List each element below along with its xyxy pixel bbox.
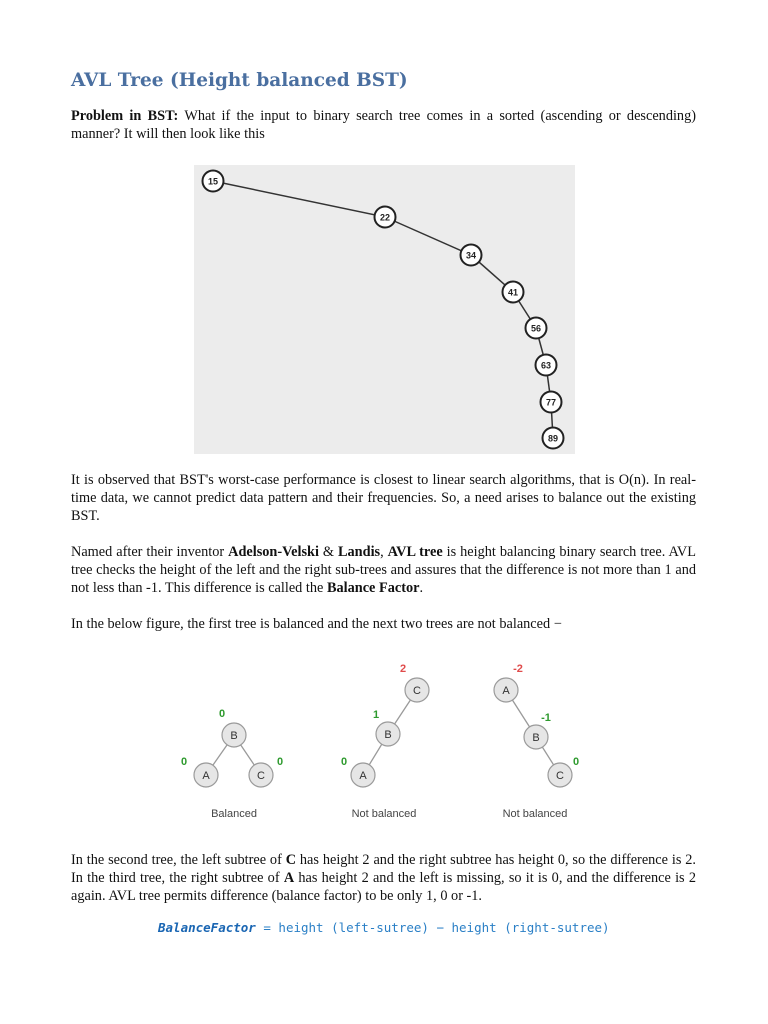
formula-keyword: BalanceFactor <box>158 920 256 935</box>
balance-factor-label: 2 <box>399 663 407 675</box>
balance-factor-label: -2 <box>513 663 523 675</box>
tree-node-label: A <box>202 770 210 782</box>
tree-node-label: A <box>502 685 510 697</box>
worst-case-paragraph: It is observed that BST's worst-case performance is closest to linear search algorithms, that is O(n). In real-time data, we cannot predict data pattern and their frequencies. So, a need arises to balance out the existing BST. <box>71 472 696 524</box>
tree-node-label: B <box>230 730 238 742</box>
tree-caption: Not balanced <box>351 808 417 820</box>
figure-intro-paragraph: In the below figure, the first tree is balanced and the next two trees are not balanced − <box>71 616 562 632</box>
problem-paragraph <box>71 107 696 143</box>
balance-factor-label: 0 <box>218 708 226 720</box>
tree-caption: Not balanced <box>502 808 568 820</box>
explanation-text-2: has height 2 and the right subtree has height 0, so the difference is 2. In the third tree, the right subtree of <box>71 852 696 886</box>
avl-def-text-4: is height balancing binary search tree. AVL tree checks the height of the left and the right sub-trees and assures that the difference is not more than 1 and not less than -1. This difference is called the <box>71 544 696 596</box>
tree-node-label: C <box>257 770 265 782</box>
avl-def-text-3: , <box>380 544 388 560</box>
tree-not-balanced-left <box>341 663 429 820</box>
bst-node <box>543 428 564 449</box>
bst-node <box>375 207 396 228</box>
tree-node-label: B <box>532 732 540 744</box>
balance-factor-term: Balance Factor <box>326 580 420 596</box>
node-a-ref: A <box>283 870 295 886</box>
balance-trees-figure <box>170 655 600 830</box>
inventor-1: Adelson-Velski <box>228 544 319 560</box>
skewed-bst-figure <box>194 165 575 454</box>
bst-node <box>503 282 524 303</box>
balance-factor-label: 0 <box>340 756 348 768</box>
balance-trees-diagram <box>170 655 600 830</box>
balance-factor-formula <box>158 920 610 935</box>
bst-node-label: 34 <box>465 250 477 261</box>
bst-node-label: 77 <box>545 397 557 408</box>
avl-tree-term: AVL tree <box>387 544 443 560</box>
explanation-text-1: In the second tree, the left subtree of <box>71 852 286 868</box>
avl-def-text-1: Named after their inventor <box>71 544 229 560</box>
tree-node-label: B <box>384 729 392 741</box>
formula-expression: = height (left-sutree) − height (right-sutree) <box>255 920 610 935</box>
bst-node-label: 15 <box>207 176 219 187</box>
tree-node-label: A <box>359 770 367 782</box>
balance-factor-label: -1 <box>541 712 551 724</box>
bst-edge <box>213 181 385 217</box>
page-title: AVL Tree (Height balanced BST) <box>71 70 408 91</box>
skewed-bst-diagram <box>194 165 575 454</box>
explanation-text-3: has height 2 and the left is missing, so it is 0, and the difference is 2 again. AVL tree permits difference (balance factor) to be only 1, 0 or -1. <box>71 870 696 904</box>
tree-node-label: C <box>556 770 564 782</box>
inventor-2: Landis <box>338 544 381 560</box>
balance-factor-label: 1 <box>372 709 380 721</box>
tree-not-balanced-right <box>494 663 579 820</box>
tree-node-label: C <box>413 685 421 697</box>
bst-node-label: 41 <box>507 287 519 298</box>
bst-node <box>541 392 562 413</box>
avl-def-text-5: . <box>419 580 424 596</box>
explanation-paragraph <box>71 851 696 905</box>
problem-label: Problem in BST: <box>71 108 179 124</box>
bst-node-label: 56 <box>530 323 542 334</box>
bst-node <box>461 245 482 266</box>
bst-node-label: 89 <box>547 433 559 444</box>
node-c-ref: C <box>285 852 297 868</box>
bst-node <box>536 355 557 376</box>
bst-node <box>203 171 224 192</box>
avl-definition-paragraph <box>71 543 696 597</box>
avl-def-text-2: & <box>318 544 338 560</box>
problem-text: What if the input to binary search tree comes in a sorted (ascending or descending) manner? It will then look like this <box>71 108 696 142</box>
balance-factor-label: 0 <box>276 756 284 768</box>
balance-factor-label: 0 <box>572 756 580 768</box>
tree-balanced <box>181 708 283 820</box>
balance-factor-label: 0 <box>180 756 188 768</box>
tree-caption: Balanced <box>211 808 257 820</box>
bst-node <box>526 318 547 339</box>
bst-node-label: 63 <box>540 360 552 371</box>
bst-node-label: 22 <box>379 212 391 223</box>
bst-edge <box>385 217 471 255</box>
